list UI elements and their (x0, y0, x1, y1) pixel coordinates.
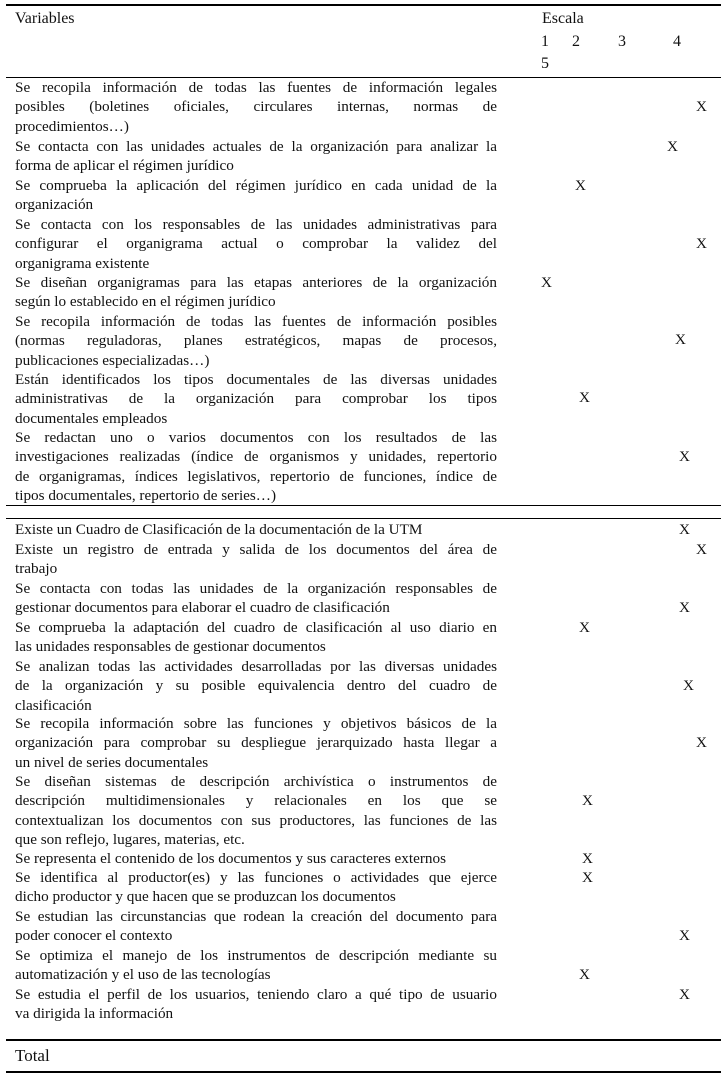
variable-text: de organigramas, índices legislativos, repertorio de funciones, índice de (15, 467, 497, 485)
scale-mark: X (579, 389, 590, 406)
scale-mark: X (582, 869, 593, 886)
variable-text: de la organización y su posible equivalencia dentro del cuadro de (15, 677, 497, 695)
scale-mark: X (696, 541, 707, 558)
scale-mark: X (579, 619, 590, 636)
variable-text: tipos documentales, repertorio de series…) (15, 487, 277, 505)
variable-text: Se representa el contenido de los documentos y sus caracteres externos (15, 850, 447, 867)
variable-text: forma de aplicar el régimen jurídico (15, 157, 234, 175)
table-row (15, 868, 497, 907)
variable-text: posibles (boletines oficiales, circulares internas, normas de (15, 98, 497, 116)
table-row (15, 618, 497, 657)
total-label: Total (15, 1046, 50, 1065)
variable-text: investigaciones realizadas (índice de organismos y unidades, repertorio (15, 448, 497, 466)
variable-text: organización (15, 196, 94, 214)
section2-top-rule (6, 518, 721, 519)
scale-mark: X (679, 448, 690, 465)
variable-text: Existe un Cuadro de Clasificación de la documentación de la UTM (15, 521, 423, 538)
table-row (15, 985, 497, 1024)
variable-text: Se identifica al productor(es) y las funciones o actividades que ejerce (15, 869, 497, 886)
table-row (15, 215, 497, 273)
variable-text: publicaciones especializadas…) (15, 351, 210, 369)
scale-4-label: 4 (673, 33, 681, 50)
variable-text: Se recopila información de todas las fuentes de información posibles (15, 313, 497, 330)
scale-mark: X (582, 792, 593, 809)
variable-text: dicho productor y que hacen que se produzcan los documentos (15, 888, 396, 906)
variable-text: gestionar documentos para elaborar el cuadro de clasificación (15, 599, 390, 617)
scale-2-label: 2 (572, 33, 580, 50)
scale-mark: X (667, 138, 678, 155)
table-row (15, 273, 497, 312)
variable-text: un nivel de series documentales (15, 753, 209, 771)
variable-text: las unidades responsables de gestionar documentos (15, 638, 326, 656)
variable-text: Se contacta con todas las unidades de la organización responsables de (15, 580, 497, 597)
variable-text: Se optimiza el manejo de los instrumentos de descripción mediante su (15, 947, 497, 964)
variable-text: Se estudian las circunstancias que rodean la creación del documento para (15, 908, 497, 925)
table-row (15, 137, 497, 176)
variable-text: Se diseñan sistemas de descripción archivística o instrumentos de (15, 773, 497, 790)
variable-text: Existe un registro de entrada y salida de los documentos del área de (15, 541, 497, 558)
variable-text: trabajo (15, 560, 58, 578)
total-top-rule (6, 1039, 721, 1041)
table-top-rule (6, 4, 721, 6)
table-row (15, 176, 497, 215)
variable-text: Se comprueba la aplicación del régimen jurídico en cada unidad de la (15, 177, 497, 194)
scale-mark: X (675, 331, 686, 348)
scale-mark: X (696, 235, 707, 252)
scale-mark: X (679, 521, 690, 538)
variable-text: descripción multidimensionales y relacionales en los que se (15, 792, 497, 810)
variable-text: Están identificados los tipos documentales de las diversas unidades (15, 371, 497, 388)
variable-text: Se analizan todas las actividades desarrolladas por las diversas unidades (15, 658, 497, 675)
variable-text: Se contacta con los responsables de las unidades administrativas para (15, 216, 497, 233)
variable-text: contextualizan los documentos con sus productores, las funciones de las (15, 811, 497, 829)
variable-text: va dirigida la información (15, 1005, 174, 1023)
table-row (15, 657, 497, 715)
variable-text: clasificación (15, 696, 92, 714)
table-row (15, 907, 497, 946)
scale-header: Escala (542, 10, 584, 27)
variable-text: Se recopila información de todas las fuentes de información legales (15, 79, 497, 96)
table-row (15, 946, 497, 985)
scale-1-label: 1 (541, 33, 549, 50)
table-row (15, 428, 497, 506)
table-bottom-rule (6, 1071, 721, 1073)
scale-mark: X (582, 850, 593, 867)
variable-text: organización para comprobar su despliegue jerarquizado hasta llegar a (15, 734, 497, 752)
scale-mark: X (679, 599, 690, 616)
scale-3-label: 3 (618, 33, 626, 50)
table-row (15, 370, 497, 428)
variable-text: según lo establecido en el régimen jurídico (15, 293, 276, 311)
scale-5-label: 5 (541, 55, 549, 72)
scale-mark: X (679, 927, 690, 944)
table-row (15, 78, 497, 136)
variable-text: procedimientos…) (15, 117, 129, 135)
scale-mark: X (679, 986, 690, 1003)
variable-text: Se estudia el perfil de los usuarios, teniendo claro a qué tipo de usuario (15, 986, 497, 1003)
table-row (15, 579, 497, 618)
scale-mark: X (575, 177, 586, 194)
table-row (15, 772, 497, 850)
table-row (15, 312, 497, 370)
variable-text: Se diseñan organigramas para las etapas anteriores de la organización (15, 274, 497, 291)
table-row (15, 520, 497, 539)
scale-mark: X (541, 274, 552, 291)
variable-text: configurar el organigrama actual o comprobar la validez del (15, 235, 497, 253)
variable-text: que son reflejo, lugares, materias, etc. (15, 831, 245, 849)
table-row (15, 849, 497, 868)
table-row (15, 714, 497, 772)
variables-header: Variables (15, 10, 75, 27)
variable-text: administrativas de la organización para comprobar los tipos (15, 390, 497, 408)
variable-text: organigrama existente (15, 254, 150, 272)
variable-text: Se recopila información sobre las funciones y objetivos básicos de la (15, 715, 497, 732)
scale-mark: X (696, 734, 707, 751)
variable-text: Se contacta con las unidades actuales de la organización para analizar la (15, 138, 497, 155)
variable-text: (normas reguladoras, planes estratégicos, mapas de procesos, (15, 332, 497, 350)
scale-mark: X (696, 98, 707, 115)
scale-mark: X (683, 677, 694, 694)
variable-text: Se comprueba la adaptación del cuadro de clasificación al uso diario en (15, 619, 497, 636)
table-row (15, 540, 497, 579)
variable-text: poder conocer el contexto (15, 927, 173, 945)
scale-mark: X (579, 966, 590, 983)
variable-text: automatización y el uso de las tecnologías (15, 966, 271, 984)
variable-text: documentales empleados (15, 409, 168, 427)
variable-text: Se redactan uno o varios documentos con los resultados de las (15, 429, 497, 446)
